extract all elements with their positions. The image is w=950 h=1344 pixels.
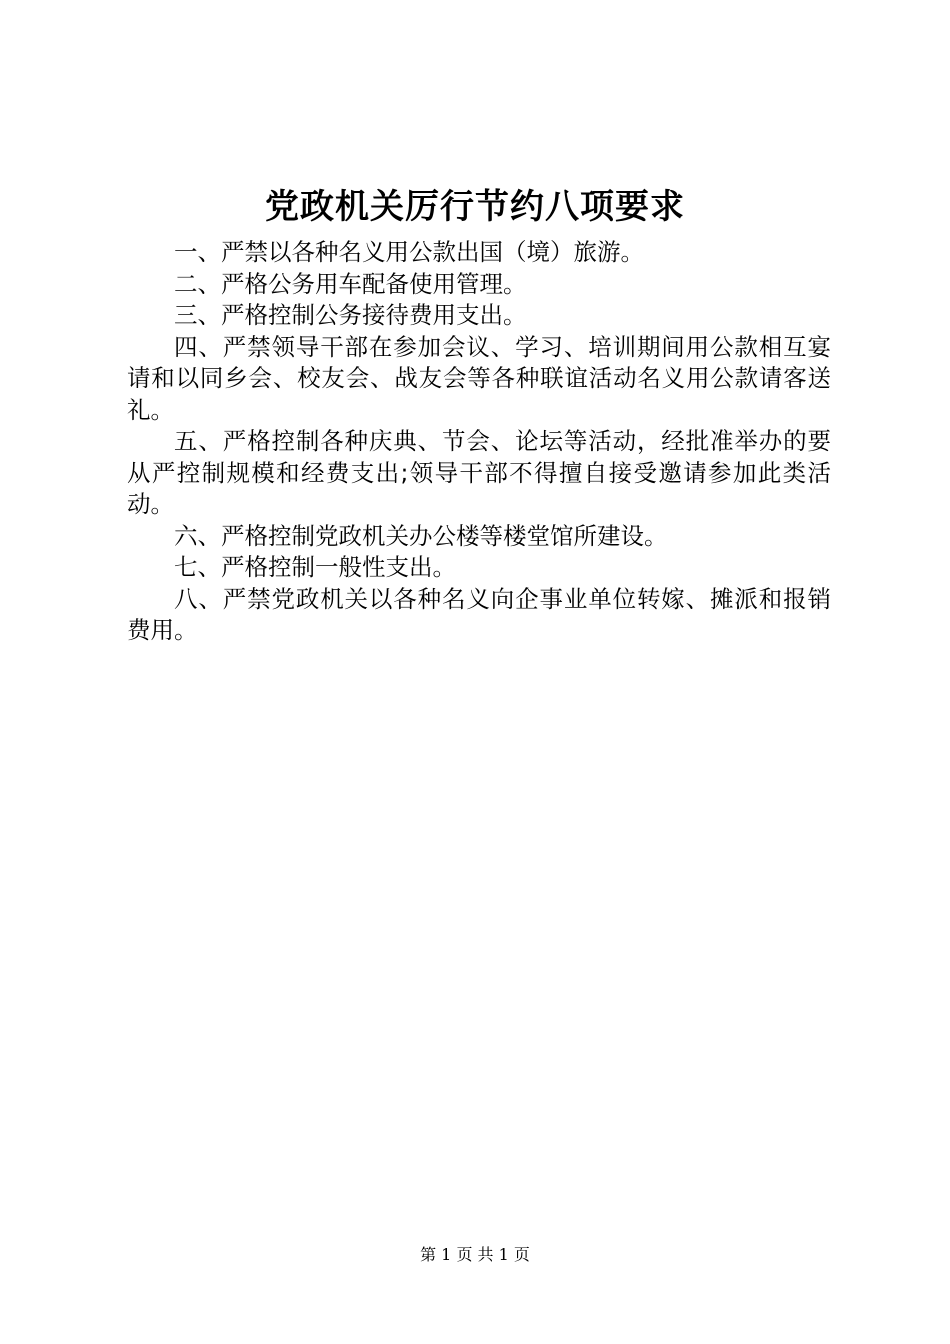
requirement-paragraph-6: 六、严格控制党政机关办公楼等楼堂馆所建设。 <box>174 521 668 550</box>
document-title: 党政机关厉行节约八项要求 <box>265 187 685 227</box>
requirement-paragraph-7: 七、严格控制一般性支出。 <box>174 553 456 581</box>
requirement-paragraph-5: 五、严格控制各种庆典、节会、论坛等活动，经批准举办的要从严控制规模和经费支出;领导干部不得擅自接受邀请参加此类活动。 <box>127 427 831 518</box>
requirement-paragraph-4: 四、严禁领导干部在参加会议、学习、培训期间用公款相互宴请和以同乡会、校友会、战友会等各种联谊活动名义用公款请客送礼。 <box>127 332 831 424</box>
page-footer: 第 1 页 共 1 页 <box>420 1245 530 1264</box>
requirement-paragraph-1: 一、严禁以各种名义用公款出国（境）旅游。 <box>174 238 644 266</box>
document-body <box>127 237 831 647</box>
requirement-paragraph-8: 八、严禁党政机关以各种名义向企事业单位转嫁、摊派和报销费用。 <box>127 584 831 644</box>
requirement-paragraph-3: 三、严格控制公务接待费用支出。 <box>174 301 527 329</box>
requirement-paragraph-2: 二、严格公务用车配备使用管理。 <box>174 269 527 298</box>
